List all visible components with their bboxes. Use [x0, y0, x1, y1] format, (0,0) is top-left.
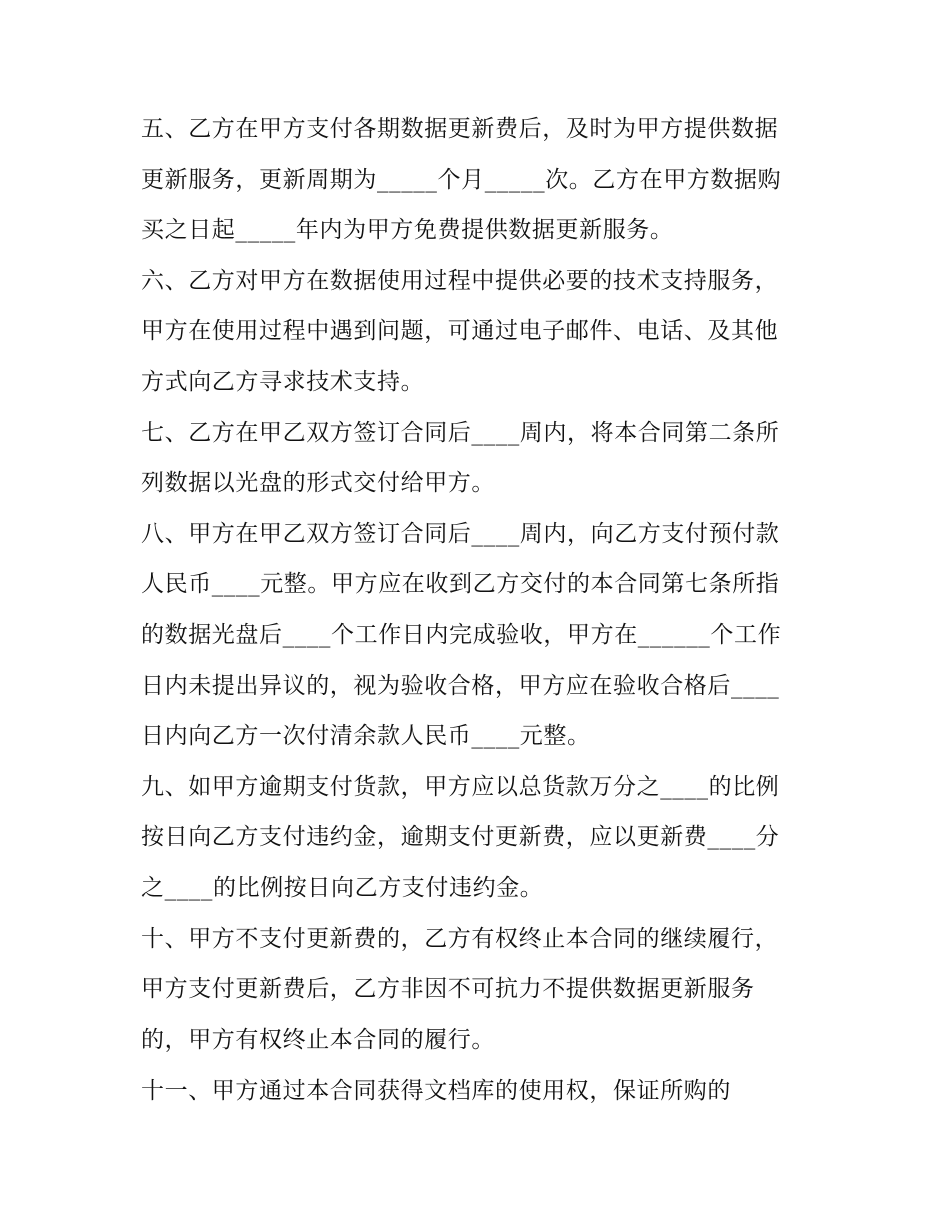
clause-8-line-5: 日内向乙方一次付清余款人民币____元整。 — [141, 723, 591, 749]
clause-10-line-3: 的，甲方有权终止本合同的履行。 — [141, 1027, 495, 1053]
clause-9-line-1: 九、如甲方逾期支付货款，甲方应以总货款万分之____的比例 — [141, 774, 780, 800]
clause-6-line-1: 六、乙方对甲方在数据使用过程中提供必要的技术支持服务， — [141, 268, 779, 294]
clause-11-line-1: 十一、甲方通过本合同获得文档库的使用权，保证所购的 — [141, 1078, 731, 1104]
clause-9-line-2: 按日向乙方支付违约金，逾期支付更新费，应以更新费____分 — [141, 824, 780, 850]
clause-5-line-1: 五、乙方在甲方支付各期数据更新费后，及时为甲方提供数据 — [141, 116, 779, 142]
clause-8-line-4: 日内未提出异议的，视为验收合格，甲方应在验收合格后____ — [141, 673, 780, 699]
clause-5-line-2: 更新服务，更新周期为_____个月_____次。乙方在甲方数据购 — [141, 167, 782, 193]
clause-7-line-1: 七、乙方在甲乙双方签订合同后____周内，将本合同第二条所 — [141, 420, 780, 446]
clause-9-line-3: 之____的比例按日向乙方支付违约金。 — [141, 875, 544, 901]
clause-7-line-2: 列数据以光盘的形式交付给甲方。 — [141, 470, 495, 496]
clause-10-line-1: 十、甲方不支付更新费的，乙方有权终止本合同的继续履行， — [141, 926, 779, 952]
clause-8-line-1: 八、甲方在甲乙双方签订合同后____周内，向乙方支付预付款 — [141, 521, 780, 547]
clause-8-line-2: 人民币____元整。甲方应在收到乙方交付的本合同第七条所指 — [141, 571, 780, 597]
clause-8-line-3: 的数据光盘后____个工作日内完成验收，甲方在______个工作 — [141, 622, 782, 648]
clause-6-line-2: 甲方在使用过程中遇到问题，可通过电子邮件、电话、及其他 — [141, 318, 779, 344]
clause-5-line-3: 买之日起_____年内为甲方免费提供数据更新服务。 — [141, 217, 674, 243]
clause-10-line-2: 甲方支付更新费后，乙方非因不可抗力不提供数据更新服务 — [141, 976, 755, 1002]
clause-6-line-3: 方式向乙方寻求技术支持。 — [141, 369, 425, 395]
